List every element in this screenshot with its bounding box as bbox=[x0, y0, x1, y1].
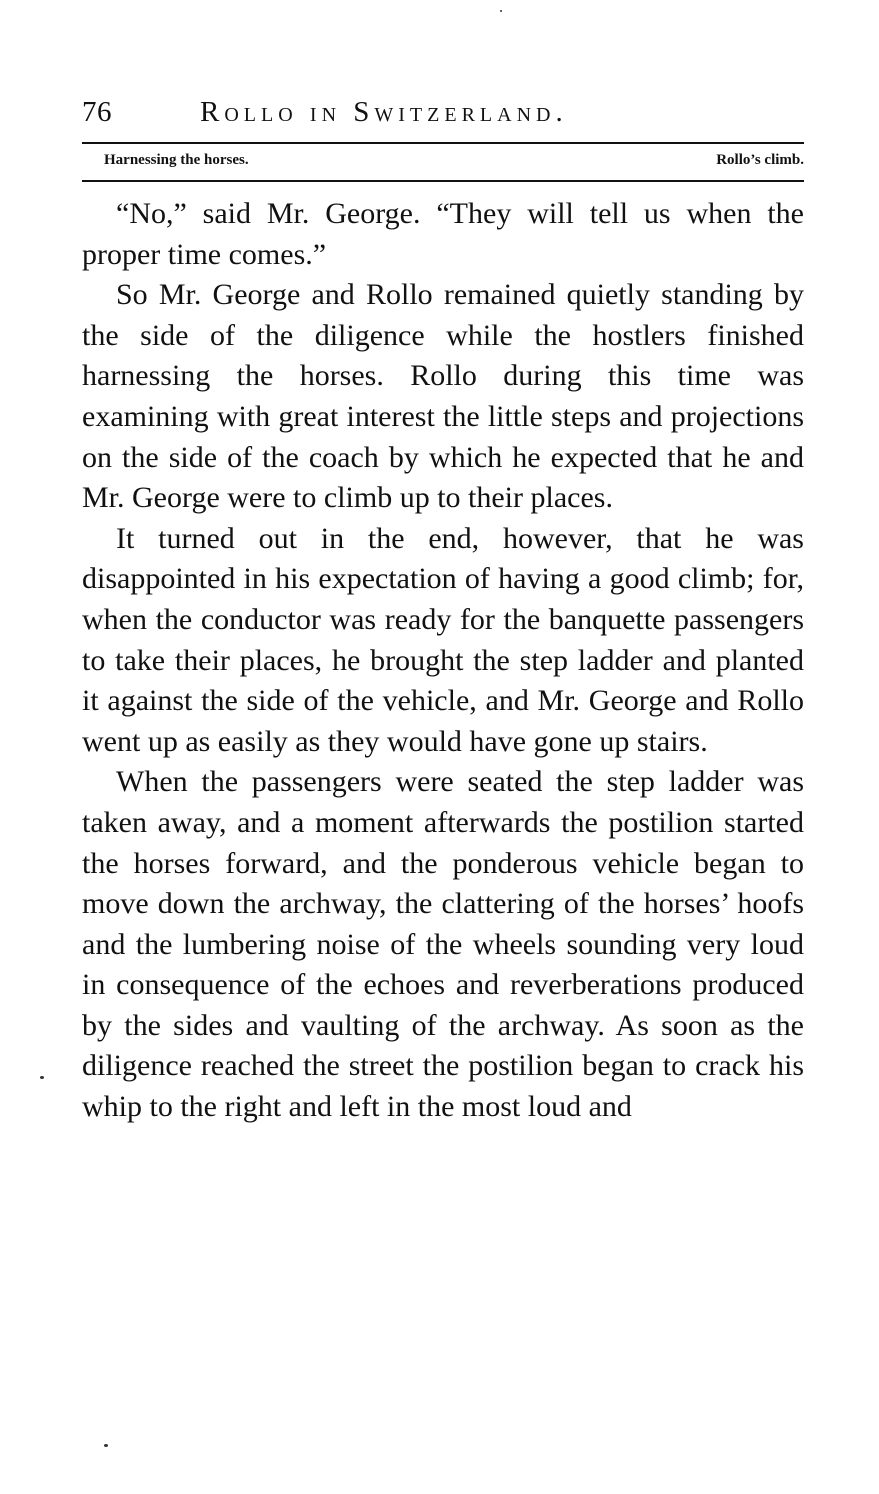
body-text bbox=[82, 194, 804, 1128]
section-subheader bbox=[82, 144, 804, 180]
paragraph-2: So Mr. George and Rollo remained quietly standing by the side of the diligence while the hostlers finished harnessing the horses. Rollo during this time was examining with great interest the little steps and projections on the side of the coach by which he expected that he and Mr. George were to climb up to their places. bbox=[82, 278, 804, 515]
print-speck bbox=[500, 10, 502, 12]
header-rule-bottom bbox=[82, 180, 804, 182]
book-page bbox=[82, 92, 804, 1128]
subheader-right: Rollo’s climb. bbox=[716, 152, 804, 168]
book-title: Rollo in Switzerland. bbox=[200, 96, 568, 128]
print-speck bbox=[40, 1076, 44, 1079]
paragraph-3: It turned out in the end, however, that he was disappointed in his expectation of having a good climb; for, when the conductor was ready for the banquette passengers to take their places, he brought the step ladder and planted it against the side of the vehicle, and Mr. George and Rollo went up as easily as they would have gone up stairs. bbox=[82, 521, 804, 758]
print-speck bbox=[104, 1444, 108, 1447]
subheader-left: Harnessing the horses. bbox=[104, 152, 249, 168]
paragraph-1: “No,” said Mr. George. “They will tell us when the proper time comes.” bbox=[82, 197, 804, 271]
paragraph-4: When the passengers were seated the step ladder was taken away, and a moment afterwards the postilion started the horses forward, and the ponderous vehicle began to move down the archway, the clattering of the horses’ hoofs and the lumbering noise of the wheels sounding very loud in consequence of the echoes and reverberations produced by the sides and vaulting of the archway. As soon as the diligence reached the street the postilion began to crack his whip to the right and left in the most loud and bbox=[82, 765, 804, 1124]
running-head bbox=[82, 92, 804, 136]
page-number: 76 bbox=[82, 96, 112, 128]
